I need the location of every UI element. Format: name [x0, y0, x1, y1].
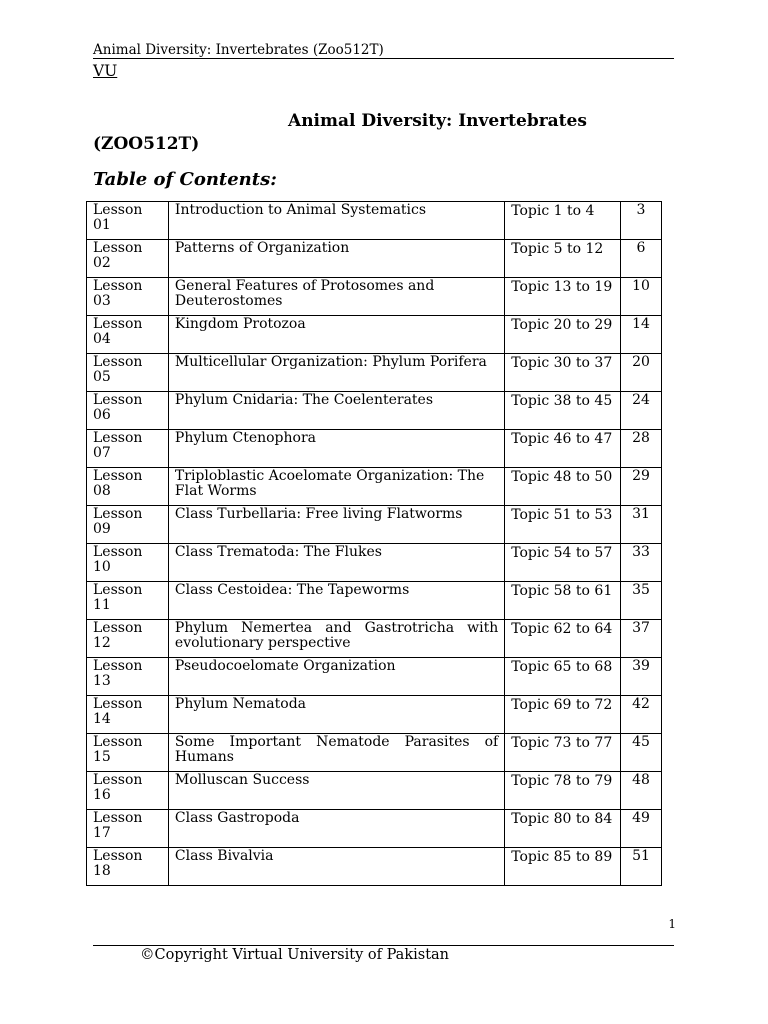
toc-title-cell: Multicellular Organization: Phylum Porifera [168, 354, 504, 392]
toc-page-cell: 28 [621, 430, 662, 468]
toc-title-cell: Introduction to Animal Systematics [168, 202, 504, 240]
toc-topics-cell: Topic 58 to 61 [505, 582, 621, 620]
toc-row [87, 240, 662, 278]
toc-lesson-cell: Lesson 02 [87, 240, 169, 278]
document-course-code: (ZOO512T) [93, 134, 200, 154]
toc-title-cell: Phylum Ctenophora [168, 430, 504, 468]
toc-title-cell: Patterns of Organization [168, 240, 504, 278]
toc-topics-cell: Topic 38 to 45 [505, 392, 621, 430]
toc-lesson-cell: Lesson 13 [87, 658, 169, 696]
footer-rule [93, 945, 674, 946]
toc-row [87, 810, 662, 848]
toc-page-cell: 31 [621, 506, 662, 544]
toc-lesson-cell: Lesson 06 [87, 392, 169, 430]
toc-row [87, 582, 662, 620]
toc-page-cell: 48 [621, 772, 662, 810]
toc-row [87, 354, 662, 392]
toc-row [87, 772, 662, 810]
toc-title-cell: Class Cestoidea: The Tapeworms [168, 582, 504, 620]
toc-title-cell: Some Important Nematode Parasites of Humans [168, 734, 504, 772]
toc-row [87, 202, 662, 240]
toc-title-cell: Class Turbellaria: Free living Flatworms [168, 506, 504, 544]
toc-page-cell: 3 [621, 202, 662, 240]
toc-table [86, 201, 662, 886]
toc-lesson-cell: Lesson 09 [87, 506, 169, 544]
toc-lesson-cell: Lesson 07 [87, 430, 169, 468]
toc-lesson-cell: Lesson 17 [87, 810, 169, 848]
toc-topics-cell: Topic 65 to 68 [505, 658, 621, 696]
header-institution: VU [93, 62, 118, 80]
toc-lesson-cell: Lesson 01 [87, 202, 169, 240]
toc-title-cell: Phylum Nemertea and Gastrotricha with evolutionary perspective [168, 620, 504, 658]
toc-lesson-cell: Lesson 05 [87, 354, 169, 392]
toc-title-cell: Triploblastic Acoelomate Organization: The Flat Worms [168, 468, 504, 506]
toc-row [87, 506, 662, 544]
toc-title-cell: Phylum Cnidaria: The Coelenterates [168, 392, 504, 430]
toc-topics-cell: Topic 54 to 57 [505, 544, 621, 582]
toc-title-cell: Class Gastropoda [168, 810, 504, 848]
toc-title-cell: Class Trematoda: The Flukes [168, 544, 504, 582]
toc-lesson-cell: Lesson 14 [87, 696, 169, 734]
toc-lesson-cell: Lesson 08 [87, 468, 169, 506]
toc-page-cell: 29 [621, 468, 662, 506]
toc-row [87, 620, 662, 658]
toc-lesson-cell: Lesson 03 [87, 278, 169, 316]
toc-title-cell: Phylum Nematoda [168, 696, 504, 734]
toc-page-cell: 42 [621, 696, 662, 734]
toc-topics-cell: Topic 20 to 29 [505, 316, 621, 354]
toc-row [87, 392, 662, 430]
toc-topics-cell: Topic 48 to 50 [505, 468, 621, 506]
toc-lesson-cell: Lesson 10 [87, 544, 169, 582]
toc-page-cell: 45 [621, 734, 662, 772]
toc-lesson-cell: Lesson 12 [87, 620, 169, 658]
toc-page-cell: 51 [621, 848, 662, 886]
toc-page-cell: 33 [621, 544, 662, 582]
toc-topics-cell: Topic 51 to 53 [505, 506, 621, 544]
toc-page-cell: 10 [621, 278, 662, 316]
toc-topics-cell: Topic 62 to 64 [505, 620, 621, 658]
toc-topics-cell: Topic 46 to 47 [505, 430, 621, 468]
toc-row [87, 316, 662, 354]
toc-row [87, 544, 662, 582]
toc-row [87, 430, 662, 468]
toc-title-cell: Molluscan Success [168, 772, 504, 810]
toc-heading: Table of Contents: [93, 169, 277, 190]
toc-topics-cell: Topic 5 to 12 [505, 240, 621, 278]
toc-page-cell: 14 [621, 316, 662, 354]
toc-page-cell: 49 [621, 810, 662, 848]
toc-title-cell: Class Bivalvia [168, 848, 504, 886]
toc-row [87, 468, 662, 506]
toc-row [87, 696, 662, 734]
toc-page-cell: 6 [621, 240, 662, 278]
toc-lesson-cell: Lesson 18 [87, 848, 169, 886]
footer-copyright: ©Copyright Virtual University of Pakistan [140, 947, 450, 963]
toc-page-cell: 24 [621, 392, 662, 430]
toc-topics-cell: Topic 85 to 89 [505, 848, 621, 886]
toc-page-cell: 20 [621, 354, 662, 392]
toc-topics-cell: Topic 1 to 4 [505, 202, 621, 240]
toc-lesson-cell: Lesson 11 [87, 582, 169, 620]
toc-title-cell: Kingdom Protozoa [168, 316, 504, 354]
toc-row [87, 278, 662, 316]
running-header: Animal Diversity: Invertebrates (Zoo512T) [93, 43, 674, 59]
toc-topics-cell: Topic 30 to 37 [505, 354, 621, 392]
toc-row [87, 848, 662, 886]
toc-lesson-cell: Lesson 04 [87, 316, 169, 354]
toc-title-cell: Pseudocoelomate Organization [168, 658, 504, 696]
toc-topics-cell: Topic 73 to 77 [505, 734, 621, 772]
toc-page-cell: 35 [621, 582, 662, 620]
toc-topics-cell: Topic 69 to 72 [505, 696, 621, 734]
toc-lesson-cell: Lesson 15 [87, 734, 169, 772]
toc-row [87, 734, 662, 772]
toc-row [87, 658, 662, 696]
toc-topics-cell: Topic 80 to 84 [505, 810, 621, 848]
toc-topics-cell: Topic 78 to 79 [505, 772, 621, 810]
toc-lesson-cell: Lesson 16 [87, 772, 169, 810]
document-title: Animal Diversity: Invertebrates [288, 111, 587, 131]
toc-title-cell: General Features of Protosomes and Deuterostomes [168, 278, 504, 316]
toc-page-cell: 37 [621, 620, 662, 658]
page-number: 1 [668, 917, 676, 931]
toc-topics-cell: Topic 13 to 19 [505, 278, 621, 316]
toc-page-cell: 39 [621, 658, 662, 696]
